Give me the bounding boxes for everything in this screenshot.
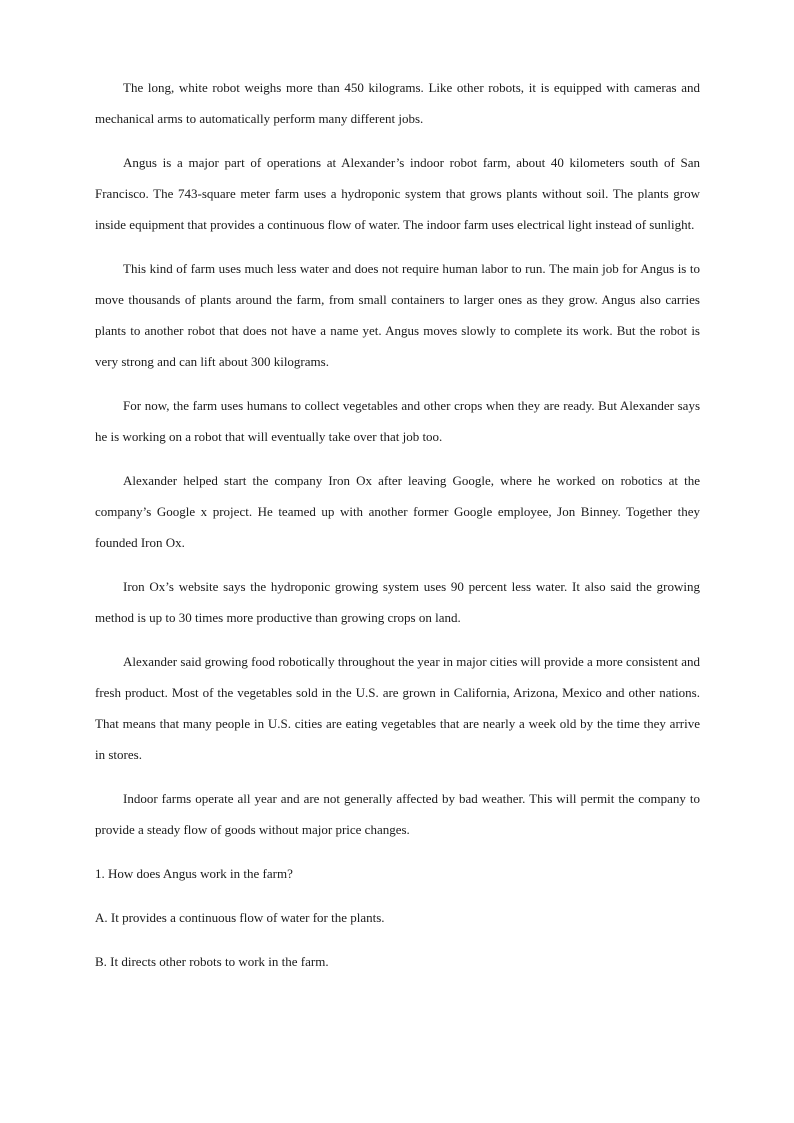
paragraph-5: Alexander helped start the company Iron Ox after leaving Google, where he worked on robotics at the company’s Google x project. He teamed up with another former Google employee, Jon Binney. Together they founded Iron Ox. xyxy=(95,473,700,550)
paragraph-6: Iron Ox’s website says the hydroponic growing system uses 90 percent less water. It also said the growing method is up to 30 times more productive than growing crops on land. xyxy=(95,579,700,625)
paragraph-4: For now, the farm uses humans to collect vegetables and other crops when they are ready. But Alexander says he is working on a robot that will eventually take over that job too. xyxy=(95,398,700,444)
paragraph-1: The long, white robot weighs more than 450 kilograms. Like other robots, it is equipped with cameras and mechanical arms to automatically perform many different jobs. xyxy=(95,80,700,126)
paragraph-2: Angus is a major part of operations at Alexander’s indoor robot farm, about 40 kilometers south of San Francisco. The 743-square meter farm uses a hydroponic system that grows plants without soil. The plants grow inside equipment that provides a continuous flow of water. The indoor farm uses electrical light instead of sunlight. xyxy=(95,155,700,232)
paragraph-8: Indoor farms operate all year and are not generally affected by bad weather. This will permit the company to provide a steady flow of goods without major price changes. xyxy=(95,791,700,837)
paragraph-3: This kind of farm uses much less water and does not require human labor to run. The main job for Angus is to move thousands of plants around the farm, from small containers to larger ones as they grow. Angus also carries plants to another robot that does not have a name yet. Angus moves slowly to complete its work. But the robot is very strong and can lift about 300 kilograms. xyxy=(95,261,700,369)
paragraph-7: Alexander said growing food robotically throughout the year in major cities will provide a more consistent and fresh product. Most of the vegetables sold in the U.S. are grown in California, Arizona, Mexico and other nations. That means that many people in U.S. cities are eating vegetables that are nearly a week old by the time they arrive in stores. xyxy=(95,654,700,762)
question-1-stem: 1. How does Angus work in the farm? xyxy=(95,866,293,881)
question-1-option-b: B. It directs other robots to work in the farm. xyxy=(95,954,329,969)
document-page xyxy=(95,72,700,990)
question-1-option-a: A. It provides a continuous flow of water for the plants. xyxy=(95,910,385,925)
